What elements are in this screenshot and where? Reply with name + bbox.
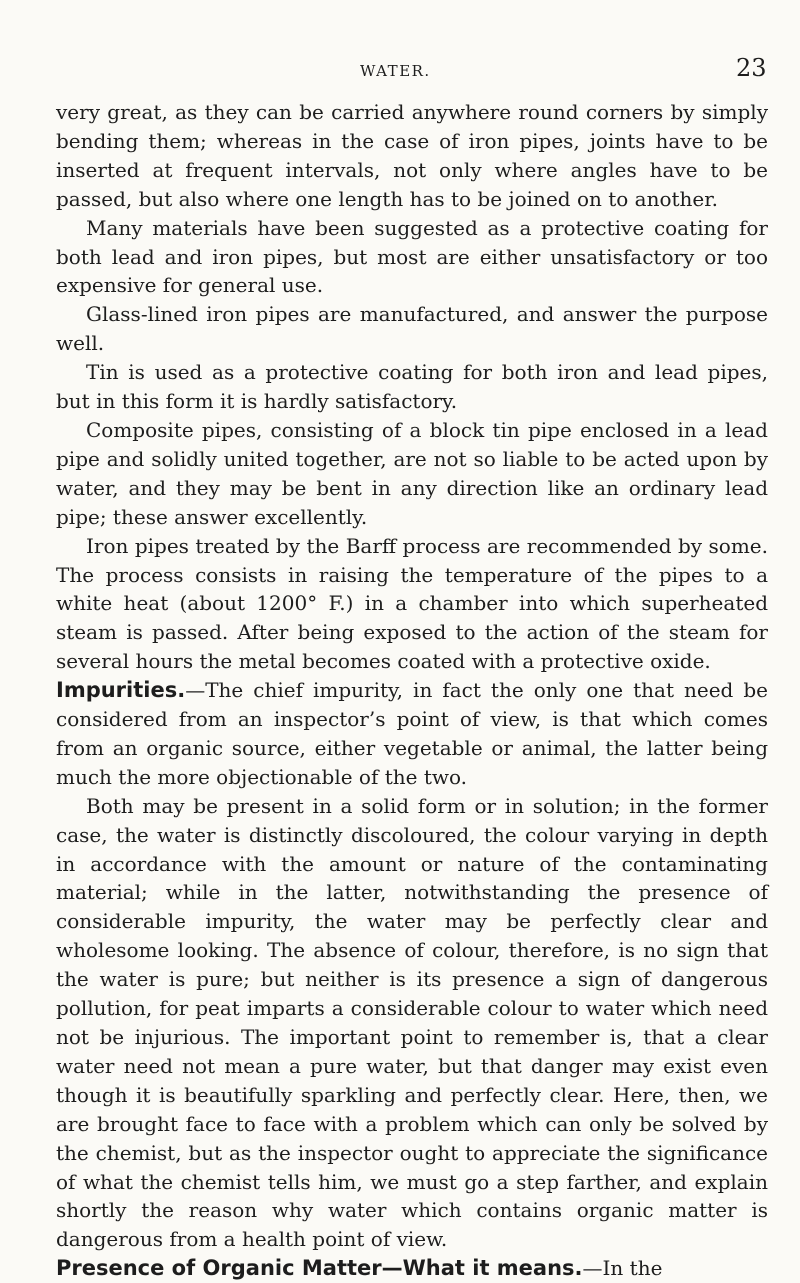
paragraph-tin: Tin is used as a protective coating for both iron and lead pipes, but in this form it is hardly satisfactory. — [56, 360, 768, 414]
running-head — [0, 36, 800, 82]
impurities-text: —The chief impurity, in fact the only one that need be considered from an inspector’s point of view, is that which comes from an organic source, either vegetable or animal, the latter being much the more objectionable of the two. — [56, 678, 768, 789]
paragraph-presence-of-organic-matter — [56, 1254, 768, 1283]
paragraph-solid-or-solution: Both may be present in a solid form or in solution; in the former case, the water is distinctly discoloured, the colour varying in depth in accordance with the amount or nature of the contaminating material; while in the latter, notwithstanding the presence of considerable impurity, the water may be perfectly clear and wholesome looking. The absence of colour, therefore, is no sign that the water is pure; but neither is its presence a sign of dangerous pollution, for peat imparts a considerable colour to water which need not be injurious. The important point to remember is, that a clear water need not mean a pure water, but that danger may exist even though it is beautifully sparkling and perfectly clear. Here, then, we are brought face to face with a problem which can only be solved by the chemist, but as the inspector ought to appreciate the significance of what the chemist tells him, we must go a step farther, and explain shortly the reason why water which contains organic matter is dangerous from a health point of view. — [56, 793, 768, 1252]
paragraph-protective-coatings: Many materials have been suggested as a protective coating for both lead and iron pipes, but most are either unsatisfactory or too expensive for general use. — [56, 215, 768, 298]
page-number: 23 — [736, 54, 767, 82]
paragraph-composite-pipes: Composite pipes, consisting of a block tin pipe enclosed in a lead pipe and solidly united together, are not so liable to be acted upon by water, and they may be bent in any direction like an ordinary lead pipe; these answer excellently. — [56, 417, 768, 529]
paragraph-pipe-bending: very great, as they can be carried anywhere round corners by simply bending them; whereas in the case of iron pipes, joints have to be inserted at frequent intervals, not only where angles have to be passed, but also where one length has to be joined on to another. — [56, 100, 768, 211]
paragraph-glass-lined: Glass-lined iron pipes are manufactured, and answer the purpose well. — [56, 302, 768, 356]
running-head-title: WATER. — [360, 62, 431, 80]
section-heading-organic-matter: Presence of Organic Matter—What it means. — [56, 1256, 583, 1281]
body-text — [56, 98, 768, 1283]
paragraph-barff-process: Iron pipes treated by the Barff process are recommended by some. The process consists in raising the temperature of the pipes to a white heat (about 1200° F.) in a chamber into which superheated steam is passed. After being exposed to the action of the steam for several hours the metal becomes coated with a protective oxide. — [56, 533, 768, 674]
section-heading-impurities: Impurities. — [56, 678, 186, 703]
organic-matter-text: —In the — [582, 1256, 663, 1281]
paragraph-impurities — [56, 676, 768, 792]
